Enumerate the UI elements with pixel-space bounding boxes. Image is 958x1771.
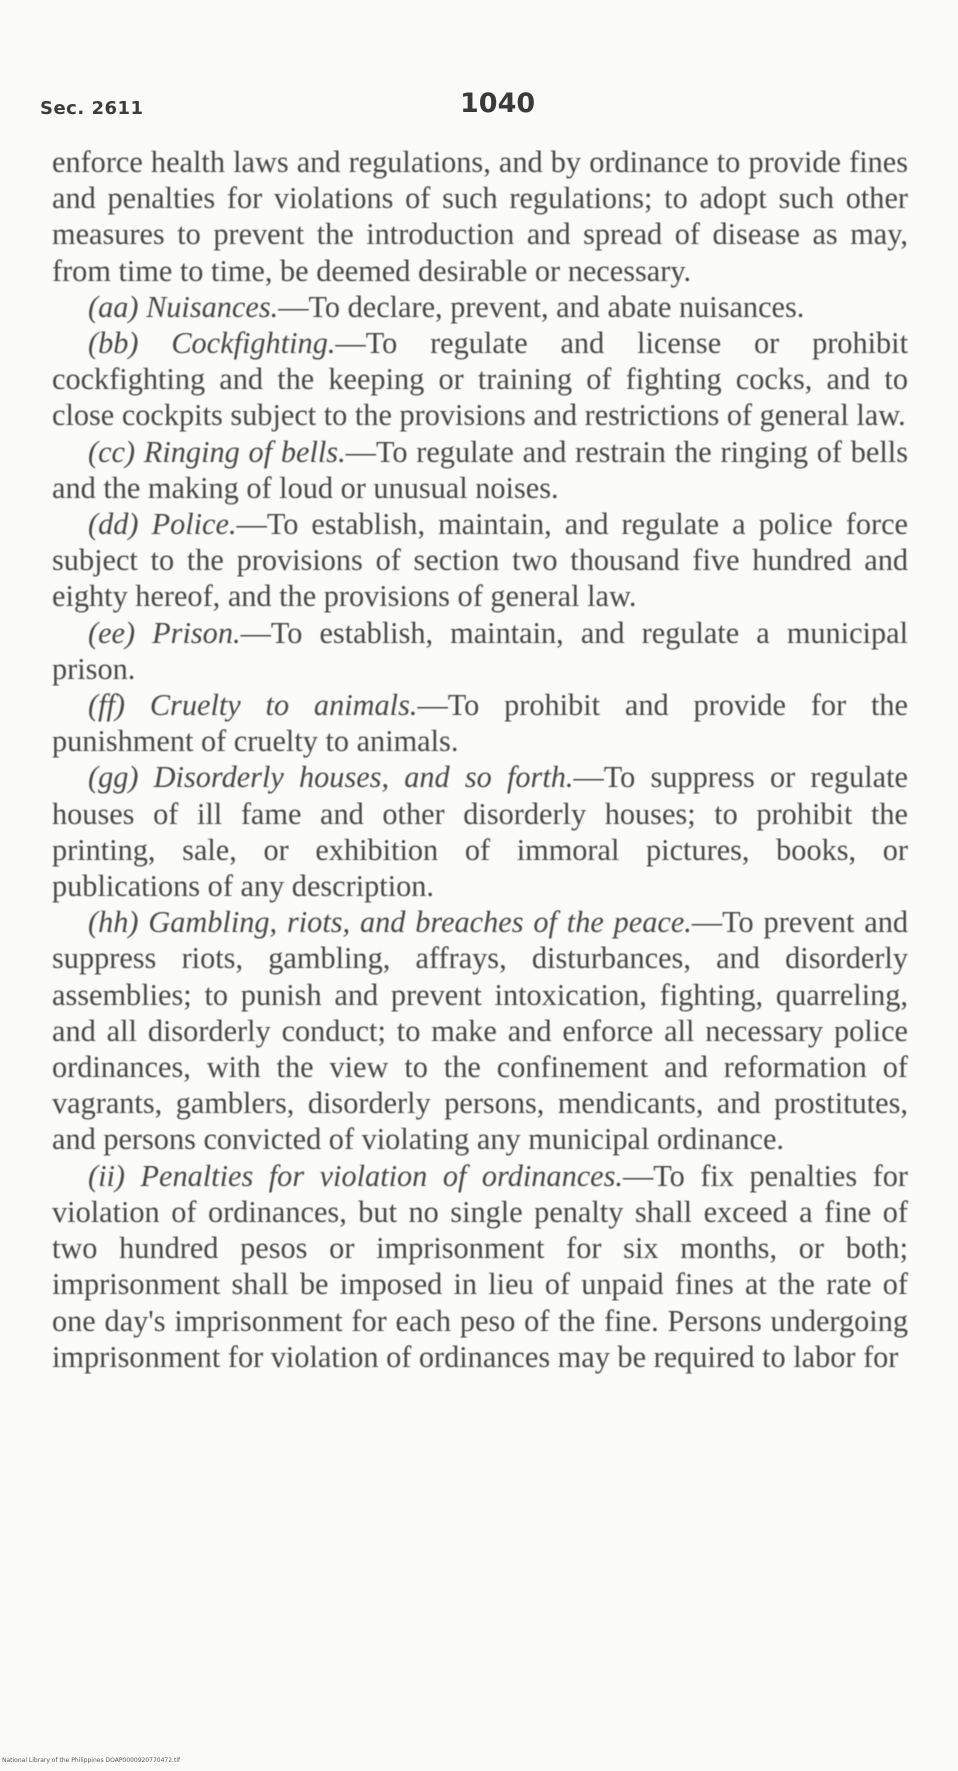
section-reference: Sec. 2611 bbox=[40, 98, 144, 119]
paragraph-heading: Penalties for violation of ordinances. bbox=[140, 1158, 623, 1193]
page-header bbox=[40, 88, 890, 128]
paragraph-hh-gambling-riots bbox=[52, 904, 908, 1157]
paragraph-heading: Cockfighting. bbox=[171, 326, 336, 361]
paragraph-gg-disorderly-houses bbox=[52, 759, 908, 904]
paragraph-text: —To regulate and license or prohibit cockfighting and the keeping or training of fighting cocks, and to close cockpits subject to the provisions and restrictions of general law. bbox=[52, 326, 908, 433]
paragraph-text: —To establish, maintain, and regulate a municipal prison. bbox=[52, 615, 908, 686]
paragraph-text: enforce health laws and regulations, and by ordinance to provide fines and penalties for violations of such regulations; to adopt such other measures to prevent the introduction and spread of disease as may, from time to time, be deemed desirable or necessary. bbox=[52, 145, 908, 288]
paragraph-tag: (ee) bbox=[88, 615, 136, 650]
paragraph-heading: Nuisances. bbox=[146, 289, 279, 324]
paragraph-tag: (ff) bbox=[88, 688, 126, 723]
paragraph-ff-cruelty-to-animals bbox=[52, 687, 908, 759]
paragraph-text: —To declare, prevent, and abate nuisances. bbox=[278, 289, 805, 324]
paragraph-tag: (gg) bbox=[88, 760, 139, 795]
paragraph-heading: Police. bbox=[151, 507, 237, 542]
paragraph-dd-police bbox=[52, 506, 908, 615]
paragraph-tag: (bb) bbox=[88, 326, 139, 361]
paragraph-text: —To establish, maintain, and regulate a police force subject to the provisions of section two thousand five hundred and eighty hereof, and the provisions of general law. bbox=[52, 507, 909, 614]
paragraph-text: —To prohibit and provide for the punishment of cruelty to animals. bbox=[52, 688, 908, 759]
paragraph-tag: (aa) bbox=[88, 289, 139, 324]
paragraph-heading: Gambling, riots, and breaches of the peace. bbox=[148, 905, 692, 940]
paragraph-text: —To fix penalties for violation of ordinances, but no single penalty shall exceed a fine of two hundred pesos or imprisonment for six months, or both; imprisonment shall be imposed in lieu of unpaid fines at the rate of one day's imprisonment for each peso of the fine. Persons undergoing imprisonment for violation of ordinances may be required to labor for bbox=[52, 1158, 908, 1374]
paragraph-text: —To suppress or regulate houses of ill fame and other disorderly houses; to prohibit the printing, sale, or exhibition of immoral pictures, books, or publications of any description. bbox=[52, 760, 908, 904]
paragraph-heading: Prison. bbox=[152, 615, 241, 650]
paragraph-bb-cockfighting bbox=[52, 325, 908, 434]
paragraph-tag: (cc) bbox=[88, 434, 136, 469]
page-number: 1040 bbox=[460, 88, 536, 119]
paragraph-tag: (ii) bbox=[88, 1158, 126, 1193]
paragraph-text: —To regulate and restrain the ringing of bells and the making of loud or unusual noises. bbox=[52, 434, 908, 505]
paragraph-heading: Cruelty to animals. bbox=[149, 688, 418, 723]
paragraph-text: —To prevent and suppress riots, gambling, affrays, disturbances, and disorderly assemblies; to punish and prevent intoxication, fighting, quarreling, and all disorderly conduct; to make and enforce all necessary police ordinances, with the view to the confinement and reformation of vagrants, gamblers, disorderly persons, mendicants, and prostitutes, and persons convicted of violating any municipal ordinance. bbox=[52, 905, 908, 1157]
paragraph-ee-prison bbox=[52, 615, 908, 687]
page-body bbox=[52, 144, 908, 1375]
paragraph-tag: (hh) bbox=[88, 905, 139, 940]
paragraph-ii-penalties bbox=[52, 1158, 908, 1375]
paragraph-heading: Disorderly houses, and so forth. bbox=[153, 760, 574, 795]
scan-footer: National Library of the Philippines DOAP0000920770472.tif bbox=[2, 1757, 181, 1764]
paragraph-cc-ringing-of-bells bbox=[52, 434, 908, 506]
paragraph-continuation bbox=[52, 144, 908, 289]
paragraph-aa-nuisances bbox=[52, 289, 908, 325]
paragraph-heading: Ringing of bells. bbox=[143, 434, 346, 469]
paragraph-tag: (dd) bbox=[88, 507, 139, 542]
